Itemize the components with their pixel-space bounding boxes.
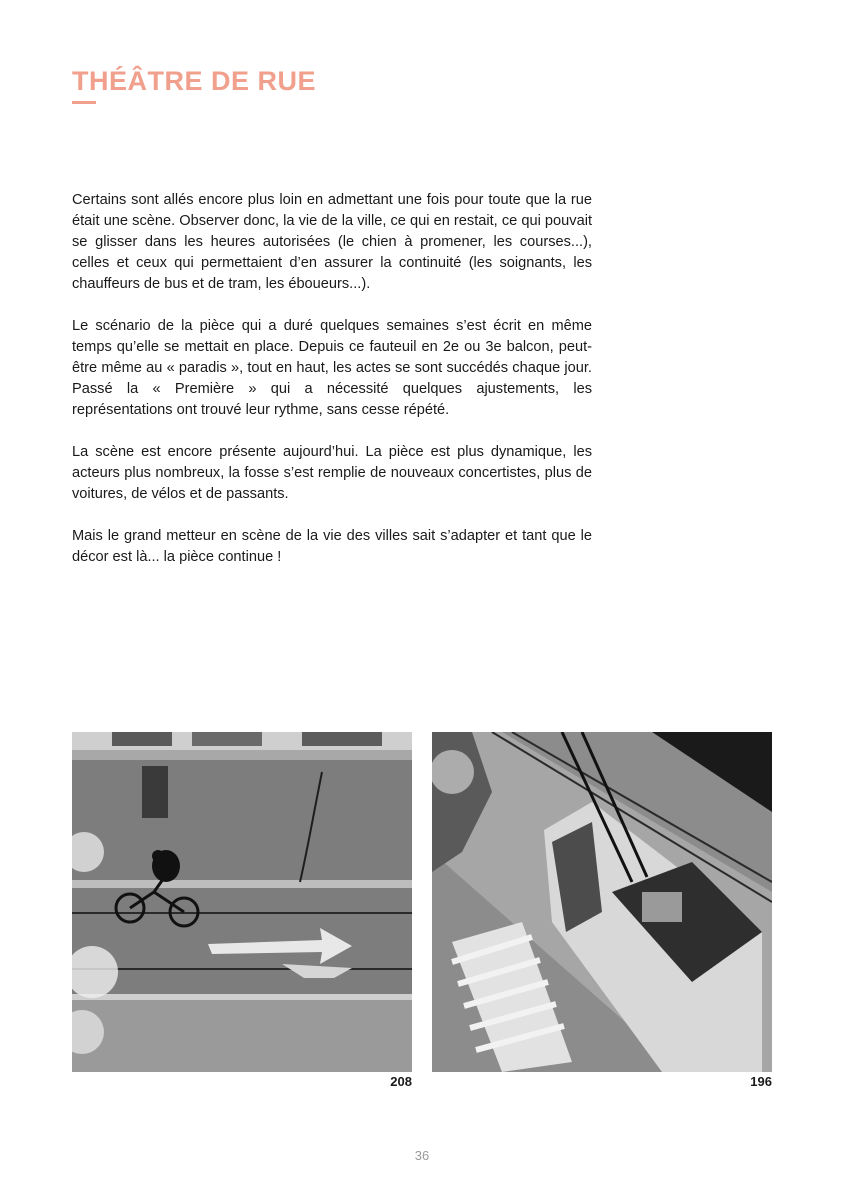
photo-tram-crossing bbox=[432, 732, 772, 1072]
photo-caption-right: 196 bbox=[750, 1074, 772, 1089]
page-title: THÉÂTRE DE RUE bbox=[72, 66, 317, 96]
tram-crossing-image bbox=[432, 732, 772, 1072]
paragraph-3: La scène est encore présente aujourd’hui. La pièce est plus dynamique, les acteurs plus nombreux, la fosse s’est remplie de nouveaux concertistes, plus de voitures, de vélos et de passants. bbox=[72, 444, 592, 502]
body-text bbox=[72, 190, 592, 589]
title-underline bbox=[72, 101, 96, 104]
paragraph-2: Le scénario de la pièce qui a duré quelques semaines s’est écrit en même temps qu’elle se mettait en place. Depuis ce fauteuil en 2e ou 3e balcon, peut-être même au « paradis », tout en haut, les actes se sont succédés chaque jour. Passé la « Première » qui a nécessité quelques ajustements, les représentations ont trouvé leur rythme, sans cesse répété. bbox=[72, 318, 592, 418]
photo-cyclist-street bbox=[72, 732, 412, 1072]
photo-caption-left: 208 bbox=[390, 1074, 412, 1089]
page-number: 36 bbox=[414, 1148, 430, 1163]
cyclist-street-image bbox=[72, 732, 412, 1072]
paragraph-1: Certains sont allés encore plus loin en admettant une fois pour toute que la rue était une scène. Observer donc, la vie de la ville, ce qui en restait, ce qui pouvait se glisser dans les heures autorisées (le chien à promener, les courses...), celles et ceux qui permettaient d’en assurer la continuité (les soignants, les chauffeurs de bus et de tram, les éboueurs...). bbox=[72, 192, 592, 292]
paragraph-4: Mais le grand metteur en scène de la vie des villes sait s’adapter et tant que le décor est là... la pièce continue ! bbox=[72, 528, 592, 565]
